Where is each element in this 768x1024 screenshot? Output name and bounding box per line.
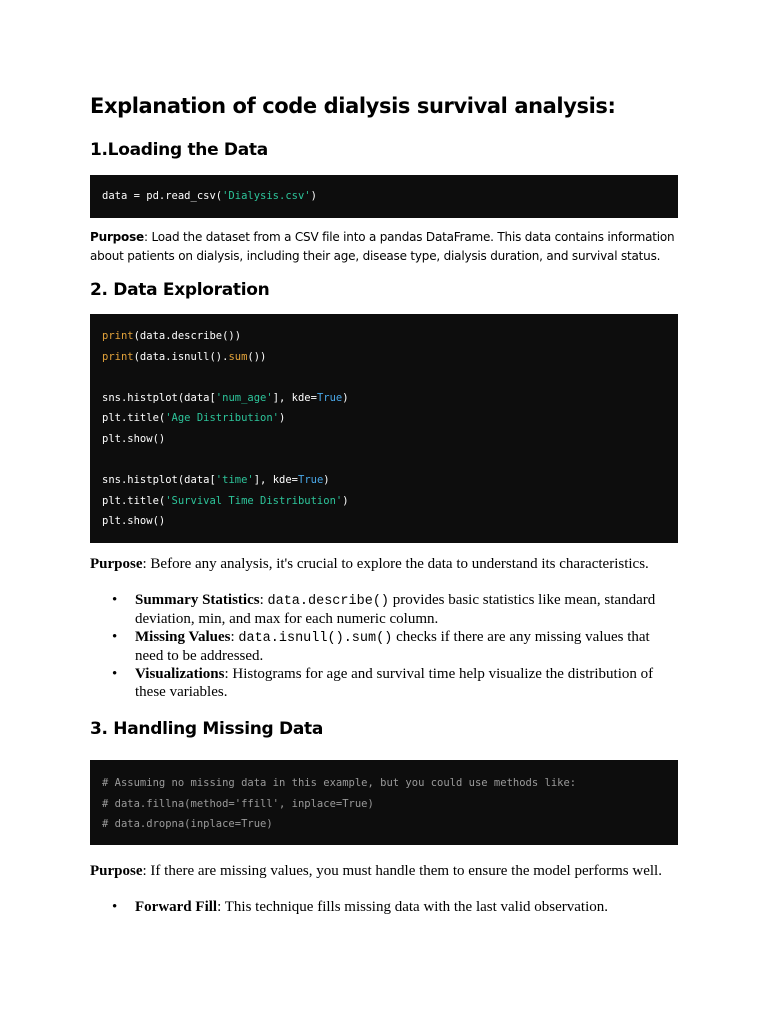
code-block-data-exploration[interactable] [90,314,678,543]
code-line [102,814,666,835]
bullet-dot-icon: • [112,899,118,915]
code-token: sns.histplot(data[ [102,391,216,404]
code-token: True [316,391,343,404]
code-token: print [102,330,134,342]
code-block-missing-data[interactable] [90,760,678,845]
purpose-text: : If there are missing values, you must handle them to ensure the model performs well. [142,863,662,879]
bullet-separator: : [224,666,233,682]
code-line [102,408,666,429]
code-line [102,326,666,347]
purpose-paragraph-data-exploration [90,555,678,573]
purpose-text: : Load the dataset from a CSV file into a pandas DataFrame. This data contains information about patients on dialysis, including their age, disease type, dialysis duration, and survival status. [90,230,675,263]
bullet-separator: : [230,629,239,645]
code-token: ], kde= [253,474,298,487]
code-token: 'Dialysis.csv' [222,190,311,202]
code-token: plt.show() [102,515,166,528]
purpose-text: : Before any analysis, it's crucial to explore the data to understand its characteristics. [142,556,649,572]
code-token: (data.describe()) [133,330,242,342]
purpose-paragraph-missing-data [90,862,678,880]
bullet-list-data-exploration [90,592,678,702]
code-token: ) [342,391,349,404]
bullet-item [90,629,678,665]
bullet-item [90,592,678,628]
code-token: # data.dropna(inplace=True) [102,818,273,831]
code-token: plt.show() [102,432,166,445]
code-token: data = pd.read_csv( [102,190,223,202]
bullet-text: provides basic statistics like mean, standard deviation, min, and max for each numeric column. [135,592,656,627]
bullet-text: Histograms for age and survival time help visualize the distribution of these variables. [135,666,654,700]
bullet-item [90,666,678,701]
code-line [102,773,666,794]
document-title: Explanation of code dialysis survival analysis: [90,94,616,118]
code-line [102,511,666,532]
purpose-label: Purpose [90,556,143,572]
code-token: ], kde= [272,391,317,404]
bullet-label: Forward Fill [135,899,218,915]
code-token: sum [228,350,248,363]
code-token: ()) [247,350,267,363]
code-line [102,347,666,368]
bullet-label: Missing Values [135,629,231,645]
code-token: (data.isnull(). [133,350,229,363]
purpose-label: Purpose [90,863,143,879]
inline-code: data.describe() [267,594,390,609]
code-token: plt.title( [102,412,166,425]
code-line [102,491,666,512]
bullet-separator: : [217,899,225,915]
code-token: ) [342,494,349,507]
bullet-dot-icon: • [112,592,118,608]
inline-code: data.isnull().sum() [238,631,393,646]
bullet-item [90,899,678,917]
purpose-paragraph-loading-data [90,228,678,266]
code-token: 'time' [215,474,254,487]
section-heading-loading-data: 1.Loading the Data [90,140,268,160]
code-token: # Assuming no missing data in this example, but you could use methods like: [102,777,577,789]
code-token: 'num_age' [215,391,273,404]
code-token: True [298,474,324,487]
bullet-text: This technique fills missing data with the last valid observation. [224,899,609,915]
code-line [102,470,666,491]
code-token: 'Age Distribution' [165,412,280,425]
code-line [102,186,666,207]
code-line [102,388,666,409]
bullet-label: Visualizations [135,666,225,682]
code-token: 'Survival Time Distribution' [165,494,343,507]
bullet-separator: : [259,592,268,608]
code-line [102,450,666,471]
code-token: ) [279,412,286,425]
section-heading-missing-data: 3. Handling Missing Data [90,719,323,739]
code-token: ) [310,190,317,202]
bullet-list-missing-data [90,899,678,918]
purpose-label: Purpose [90,230,144,244]
bullet-dot-icon: • [112,629,118,645]
code-line [102,429,666,450]
bullet-dot-icon: • [112,666,118,682]
code-token: plt.title( [102,494,166,507]
code-token: ) [323,474,330,487]
code-line [102,367,666,388]
section-heading-data-exploration: 2. Data Exploration [90,280,270,300]
code-block-loading-data[interactable] [90,175,678,218]
bullet-label: Summary Statistics [135,592,260,608]
code-token: sns.histplot(data[ [102,474,216,487]
code-token: # data.fillna(method='ffill', inplace=True) [102,797,374,810]
bullet-text: checks if there are any missing values that need to be addressed. [135,629,650,664]
code-token: print [102,350,134,363]
code-line [102,794,666,815]
